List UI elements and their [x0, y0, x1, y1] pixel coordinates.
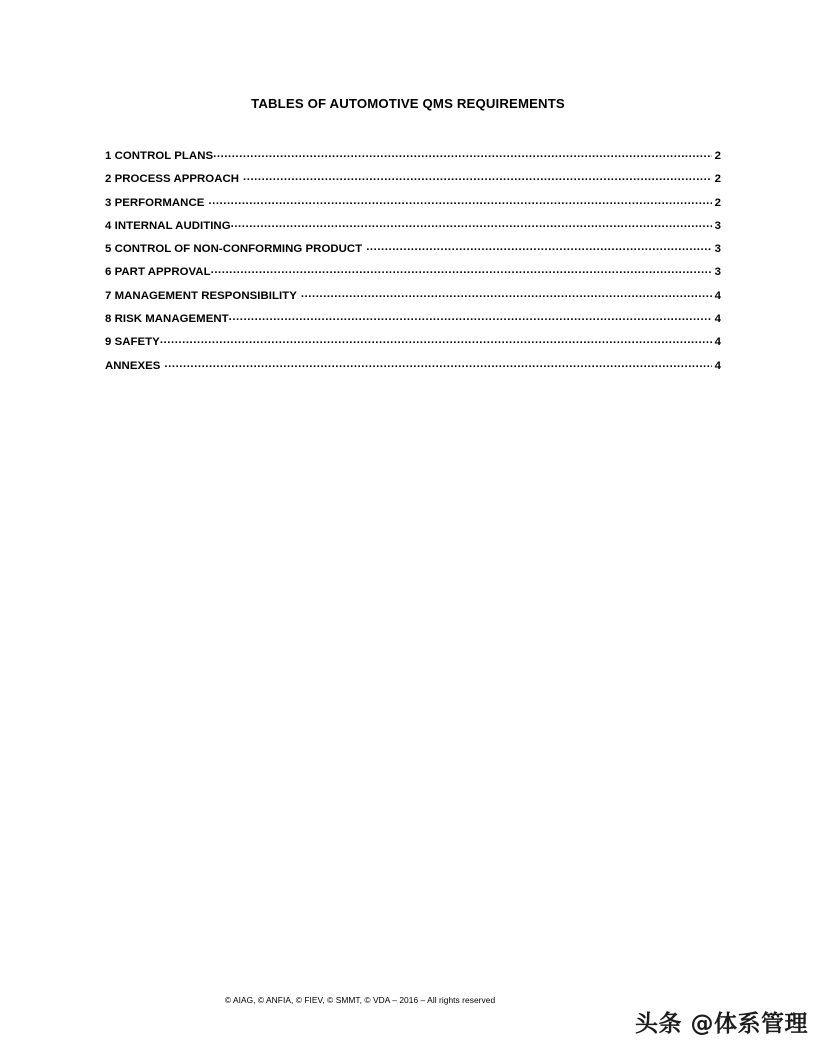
toc-entry[interactable]	[105, 171, 721, 194]
toc-entry-label: 3 PERFORMANCE	[105, 196, 205, 209]
toc-entry-label: 1 CONTROL PLANS	[105, 150, 214, 162]
toc-entry-page-number: 4	[714, 289, 721, 302]
toc-dot-leader	[301, 288, 712, 299]
toc-entry[interactable]	[105, 218, 721, 241]
toc-entry-label: 9 SAFETY	[105, 336, 160, 349]
toc-dot-leader	[164, 358, 711, 369]
footer-copyright: © AIAG, © ANFIA, © FIEV, © SMMT, © VDA – 2016 – All rights reserved	[224, 995, 496, 1005]
table-of-contents	[105, 148, 721, 381]
toc-dot-leader	[160, 334, 712, 345]
toc-dot-leader	[231, 218, 712, 229]
toc-entry[interactable]	[105, 311, 721, 334]
toc-dot-leader	[366, 241, 711, 252]
toc-dot-leader	[243, 171, 711, 182]
page-title: TABLES OF AUTOMOTIVE QMS REQUIREMENTS	[251, 96, 565, 111]
toc-entry-page-number: 3	[714, 219, 721, 232]
toc-entry-page-number: 4	[714, 336, 721, 349]
toc-entry[interactable]	[105, 241, 721, 264]
toc-entry-page-number: 2	[714, 173, 721, 186]
toc-entry-page-number: 3	[714, 266, 721, 279]
toc-entry-label: 2 PROCESS APPROACH	[105, 173, 240, 186]
toc-entry[interactable]	[105, 264, 721, 287]
toc-entry-label: 4 INTERNAL AUDITING	[105, 219, 231, 232]
toc-entry-label: 5 CONTROL OF NON-CONFORMING PRODUCT	[105, 243, 363, 256]
toc-entry-page-number: 4	[714, 359, 721, 372]
toc-dot-leader	[211, 264, 712, 275]
toc-entry-label: 8 RISK MANAGEMENT	[105, 313, 229, 326]
toc-entry-page-number: 2	[714, 196, 721, 209]
toc-entry[interactable]	[105, 288, 721, 311]
toc-entry[interactable]	[105, 195, 721, 218]
toc-entry[interactable]	[105, 358, 721, 381]
toc-entry[interactable]	[105, 148, 721, 171]
toc-dot-leader	[229, 311, 712, 322]
toc-entry-label: 7 MANAGEMENT RESPONSIBILITY	[105, 289, 297, 302]
toc-dot-leader	[213, 148, 711, 159]
toc-entry[interactable]	[105, 334, 721, 357]
toc-entry-page-number: 2	[714, 150, 721, 162]
toc-dot-leader	[208, 195, 711, 206]
toc-entry-page-number: 3	[714, 243, 721, 256]
toc-entry-label: 6 PART APPROVAL	[105, 266, 211, 279]
watermark: 头条 @体系管理	[634, 1011, 808, 1037]
toc-entry-label: ANNEXES	[105, 359, 161, 372]
toc-entry-page-number: 4	[714, 313, 721, 326]
